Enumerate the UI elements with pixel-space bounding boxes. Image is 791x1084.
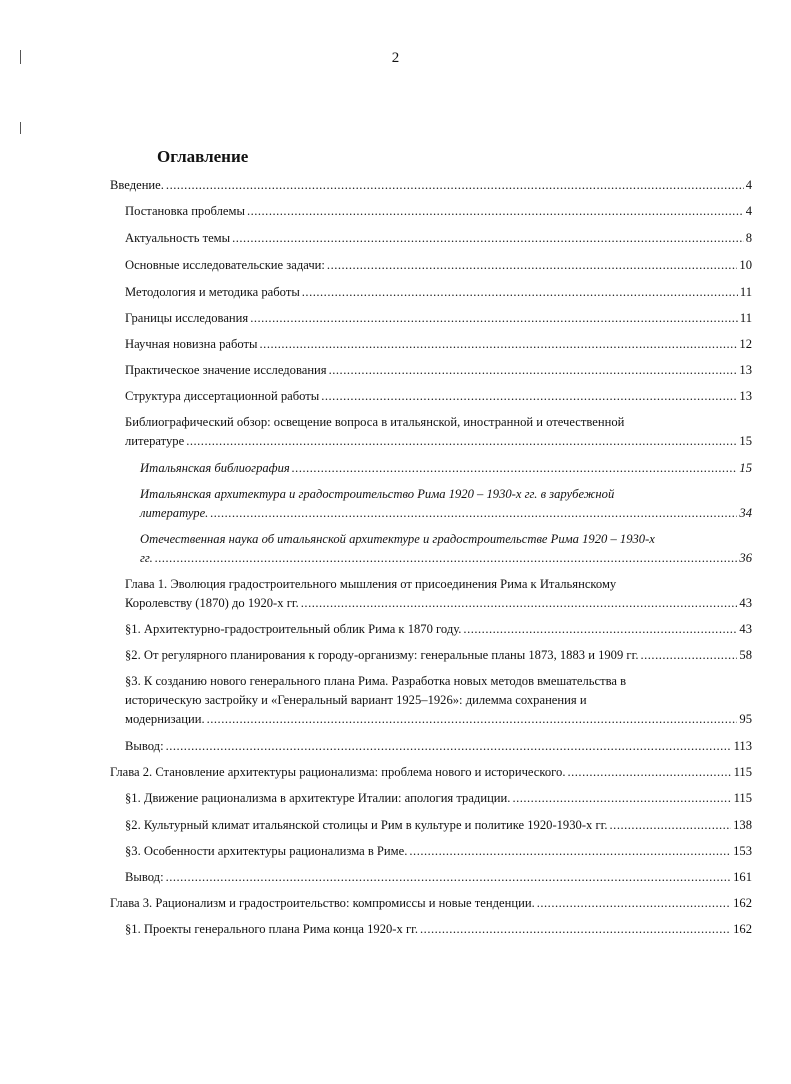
leader-dots xyxy=(463,620,737,639)
toc-entry-page: 8 xyxy=(745,231,752,245)
toc-entry-text: Вывод: xyxy=(125,739,164,753)
toc-entry-methodology[interactable] xyxy=(125,283,752,302)
toc-entry-page: 11 xyxy=(739,285,752,299)
toc-entry-text: Итальянская библиография xyxy=(140,461,290,475)
leader-dots xyxy=(640,646,737,665)
toc-entry-ch1-conclusion[interactable] xyxy=(125,737,752,756)
toc-entry-text: Границы исследования xyxy=(125,311,249,325)
toc-entry-text: §1. Движение рационализма в архитектуре Италии: апология традиции. xyxy=(125,791,511,805)
toc-entry-page: 10 xyxy=(739,258,752,272)
leader-dots xyxy=(610,816,732,835)
leader-dots xyxy=(321,387,737,406)
leader-dots xyxy=(301,594,738,613)
toc-entry-bibliographic-review[interactable] xyxy=(125,413,752,451)
toc-entry-page: 153 xyxy=(733,844,752,858)
toc-entry-page: 11 xyxy=(739,311,752,325)
toc-entry-ch1-section-1[interactable] xyxy=(125,620,752,639)
toc-entry-text: Введение. xyxy=(110,178,164,192)
toc-entry-page: 95 xyxy=(739,712,752,726)
leader-dots xyxy=(186,432,737,451)
toc-entry-text: §3. Особенности архитектуры рационализма в Риме. xyxy=(125,844,408,858)
leader-dots xyxy=(166,737,732,756)
leader-dots xyxy=(232,229,744,248)
leader-dots xyxy=(512,789,731,808)
toc-entry-foreign-literature[interactable] xyxy=(140,485,752,523)
toc-entry-page: 58 xyxy=(739,648,752,662)
toc-entry-text: §1. Архитектурно-градостроительный облик Рима к 1870 году. xyxy=(125,622,462,636)
toc-entry-text: литературе. xyxy=(140,506,209,520)
leader-dots xyxy=(166,176,744,195)
toc-entry-problem-statement[interactable] xyxy=(125,202,752,221)
leader-dots xyxy=(409,842,731,861)
toc-entry-ch2-section-3[interactable] xyxy=(125,842,752,861)
toc-entry-relevance[interactable] xyxy=(125,229,752,248)
toc-entry-text: Основные исследовательские задачи: xyxy=(125,258,325,272)
toc-entry-boundaries[interactable] xyxy=(125,309,752,328)
leader-dots xyxy=(247,202,744,221)
leader-dots xyxy=(250,309,738,328)
toc-entry-page: 43 xyxy=(739,596,752,610)
toc-entry-chapter-1[interactable] xyxy=(125,575,752,613)
toc-entry-text: Постановка проблемы xyxy=(125,204,245,218)
toc-entry-page: 162 xyxy=(733,922,752,936)
toc-entry-text-line: Итальянская архитектура и градостроительство Рима 1920 – 1930-х гг. в зарубежной xyxy=(140,487,615,501)
toc-entry-text: Актуальность темы xyxy=(125,231,231,245)
toc-entry-page: 138 xyxy=(733,818,752,832)
toc-entry-chapter-3[interactable] xyxy=(110,894,752,913)
leader-dots xyxy=(210,504,737,523)
leader-dots xyxy=(207,710,738,729)
toc-entry-text: §2. От регулярного планирования к городу-организму: генеральные планы 1873, 1883 и 1909 гг. xyxy=(125,648,639,662)
leader-dots xyxy=(166,868,732,887)
toc-entry-structure[interactable] xyxy=(125,387,752,406)
toc-entry-page: 43 xyxy=(739,622,752,636)
toc-entry-domestic-science[interactable] xyxy=(140,530,752,568)
toc-entry-text-line: Библиографический обзор: освещение вопроса в итальянской, иностранной и отечественной xyxy=(125,415,625,429)
toc-entry-novelty[interactable] xyxy=(125,335,752,354)
toc-entry-text-line: историческую застройку и «Генеральный вариант 1925–1926»: дилемма сохранения и xyxy=(125,693,587,707)
toc-entry-text-line: Отечественная наука об итальянской архитектуре и градостроительстве Рима 1920 – 1930-х xyxy=(140,532,655,546)
toc-entry-italian-bibliography[interactable] xyxy=(140,459,752,478)
leader-dots xyxy=(327,256,737,275)
toc-entry-research-tasks[interactable] xyxy=(125,256,752,275)
toc-entry-introduction[interactable] xyxy=(110,176,752,195)
toc-entry-text: гг. xyxy=(140,551,153,565)
toc-entry-text: Структура диссертационной работы xyxy=(125,389,320,403)
leader-dots xyxy=(537,894,731,913)
toc-entry-chapter-2[interactable] xyxy=(110,763,752,782)
toc-entry-text: Глава 2. Становление архитектуры рационализма: проблема нового и исторического. xyxy=(110,765,566,779)
toc-entry-ch1-section-3[interactable] xyxy=(125,672,752,729)
toc-entry-page: 34 xyxy=(739,506,752,520)
toc-entry-page: 15 xyxy=(739,461,752,475)
toc-entry-text: Королевству (1870) до 1920-х гг. xyxy=(125,596,299,610)
toc-entry-text: Научная новизна работы xyxy=(125,337,258,351)
toc-entry-page: 161 xyxy=(733,870,752,884)
toc-entry-page: 162 xyxy=(733,896,752,910)
toc-entry-ch3-section-1[interactable] xyxy=(125,920,752,939)
toc-entry-text: Практическое значение исследования xyxy=(125,363,327,377)
toc-entry-text: §1. Проекты генерального плана Рима конца 1920-х гг. xyxy=(125,922,419,936)
toc-entry-page: 13 xyxy=(739,363,752,377)
toc-entry-page: 115 xyxy=(733,791,752,805)
toc-entry-ch1-section-2[interactable] xyxy=(125,646,752,665)
leader-dots xyxy=(260,335,738,354)
toc-entry-page: 15 xyxy=(739,434,752,448)
toc-title: Оглавление xyxy=(157,147,249,166)
toc-entry-page: 12 xyxy=(739,337,752,351)
toc-entry-text: Вывод: xyxy=(125,870,164,884)
toc-entry-page: 113 xyxy=(733,739,752,753)
page-number: 2 xyxy=(391,50,400,66)
toc-entry-text-line: Глава 1. Эволюция градостроительного мышления от присоединения Рима к Итальянскому xyxy=(125,577,617,591)
toc-entry-text: §2. Культурный климат итальянской столицы и Рим в культуре и политике 1920-1930-х гг. xyxy=(125,818,608,832)
toc-entry-text: Глава 3. Рационализм и градостроительство: компромиссы и новые тенденции. xyxy=(110,896,535,910)
toc-entry-ch2-conclusion[interactable] xyxy=(125,868,752,887)
leader-dots xyxy=(155,549,738,568)
toc-entry-page: 36 xyxy=(739,551,752,565)
toc-entry-text-line: §3. К созданию нового генерального плана Рима. Разработка новых методов вмешательства в xyxy=(125,674,627,688)
toc-entry-page: 13 xyxy=(739,389,752,403)
leader-dots xyxy=(292,459,738,478)
toc-entry-text: Методология и методика работы xyxy=(125,285,300,299)
toc-entry-page: 115 xyxy=(733,765,752,779)
toc-entry-ch2-section-2[interactable] xyxy=(125,816,752,835)
toc-entry-page: 4 xyxy=(745,204,752,218)
leader-dots xyxy=(329,361,738,380)
toc-entry-page: 4 xyxy=(745,178,752,192)
leader-dots xyxy=(567,763,731,782)
leader-dots xyxy=(302,283,738,302)
toc-entry-text: литературе xyxy=(125,434,185,448)
toc-entry-text: модернизации. xyxy=(125,712,205,726)
toc-entry-practical-value[interactable] xyxy=(125,361,752,380)
toc-entry-ch2-section-1[interactable] xyxy=(125,789,752,808)
leader-dots xyxy=(420,920,731,939)
